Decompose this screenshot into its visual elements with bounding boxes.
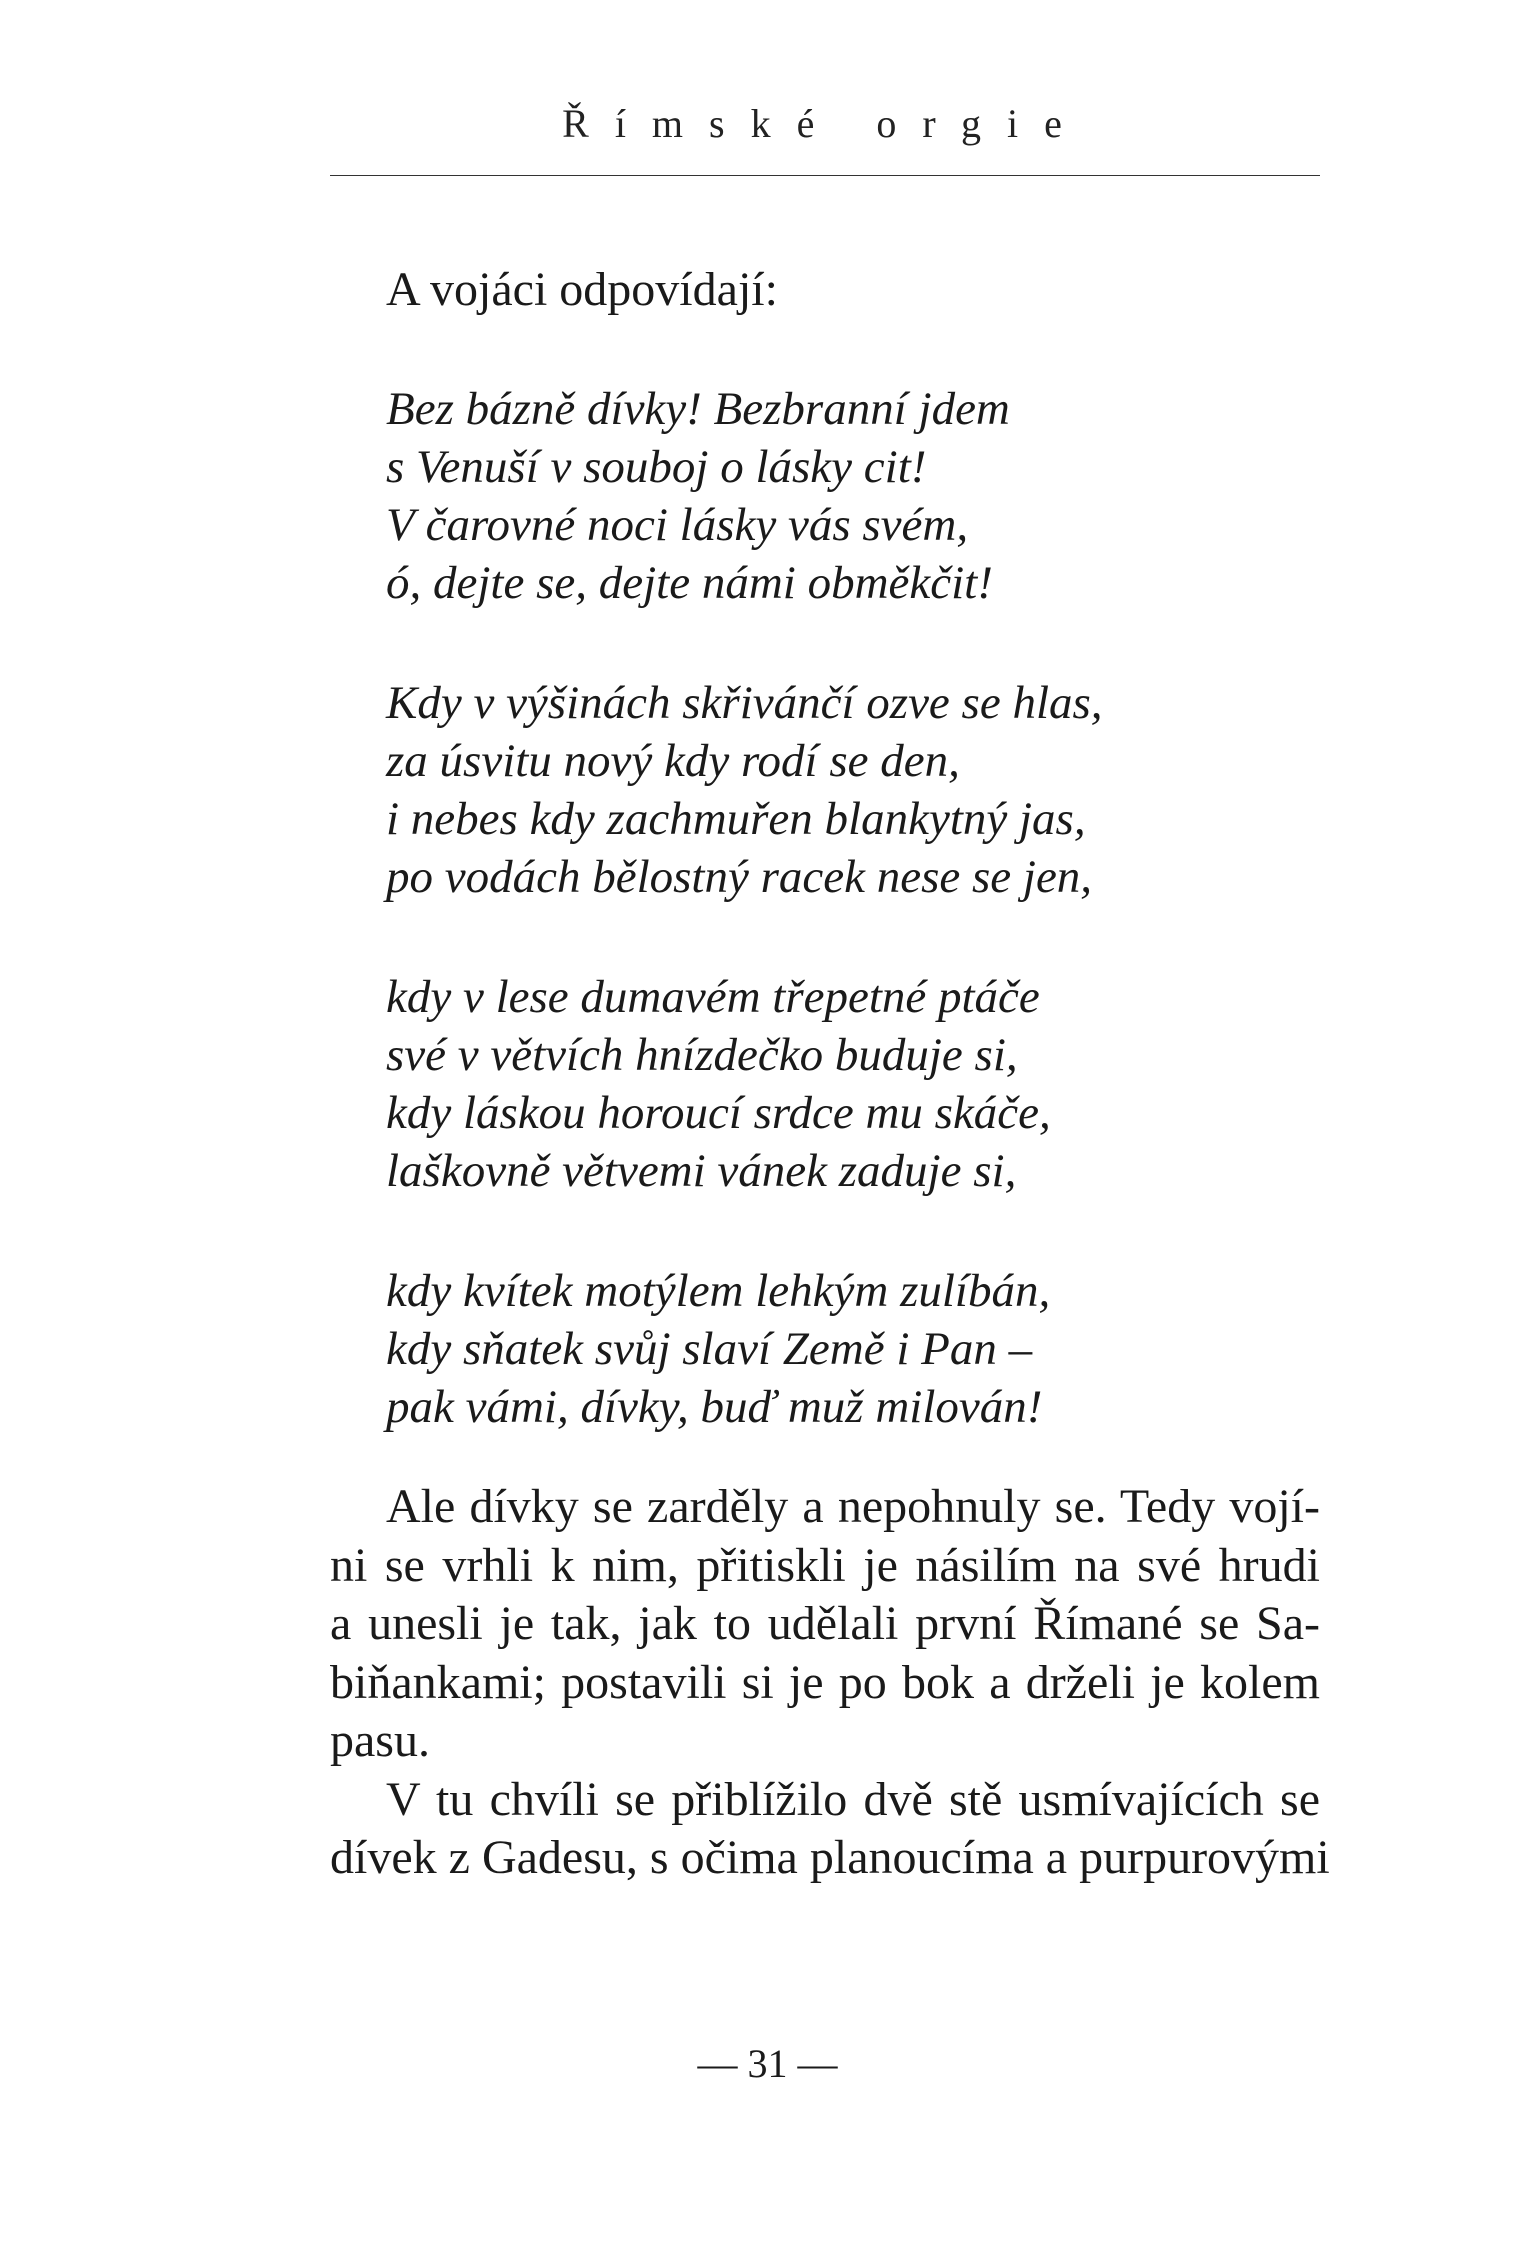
- poem-verse: ó, dejte se, dejte námi obměkčit!: [386, 557, 993, 609]
- poem-verse: Kdy v výšinách skřivánčí ozve se hlas,: [386, 677, 1103, 729]
- prose-line: dívek z Gadesu, s očima planoucíma a purpurovými: [330, 1831, 1330, 1884]
- prose-line: Ale dívky se zarděly a nepohnuly se. Tedy vojí-: [386, 1480, 1320, 1533]
- poem-verse: za úsvitu nový kdy rodí se den,: [386, 735, 960, 787]
- poem-verse: své v větvích hnízdečko buduje si,: [386, 1029, 1018, 1081]
- poem-verse: po vodách bělostný racek nese se jen,: [386, 851, 1093, 903]
- poem: [386, 380, 1103, 1498]
- page-number: — 31 —: [697, 2041, 838, 2086]
- poem-stanza-4: [386, 1262, 1103, 1436]
- prose-line: ni se vrhli k nim, přitiskli je násilím na své hrudi: [330, 1538, 1320, 1592]
- prose-line: pasu.: [330, 1714, 430, 1767]
- poem-verse: V čarovné noci lásky vás svém,: [386, 499, 969, 551]
- running-header: Římské orgie: [562, 101, 1088, 146]
- prose-line: a unesli je tak, jak to udělali první Římané se Sa-: [330, 1597, 1320, 1650]
- poem-stanza-1: [386, 380, 1103, 612]
- prose-line: biňankami; postavili si je po bok a drželi je kolem: [330, 1655, 1320, 1709]
- poem-verse: kdy sňatek svůj slaví Země i Pan –: [386, 1323, 1033, 1375]
- poem-stanza-3: [386, 968, 1103, 1200]
- poem-verse: kdy kvítek motýlem lehkým zulíbán,: [386, 1265, 1051, 1317]
- prose-line: V tu chvíli se přiblížilo dvě stě usmívajících se: [386, 1772, 1320, 1826]
- poem-stanza-2: [386, 674, 1103, 906]
- poem-verse: laškovně větvemi vánek zaduje si,: [386, 1145, 1017, 1197]
- poem-verse: Bez bázně dívky! Bezbranní jdem: [386, 383, 1010, 435]
- poem-verse: kdy láskou horoucí srdce mu skáče,: [386, 1087, 1051, 1139]
- poem-verse: i nebes kdy zachmuřen blankytný jas,: [386, 793, 1086, 845]
- poem-verse: s Venuší v souboj o lásky cit!: [386, 441, 927, 493]
- prose-paragraphs: [330, 1478, 1330, 1888]
- poem-verse: kdy v lese dumavém třepetné ptáče: [386, 971, 1040, 1023]
- poem-verse: pak vámi, dívky, buď muž milován!: [386, 1381, 1043, 1433]
- intro-line: A vojáci odpovídají:: [386, 263, 778, 316]
- header-rule: [330, 175, 1320, 176]
